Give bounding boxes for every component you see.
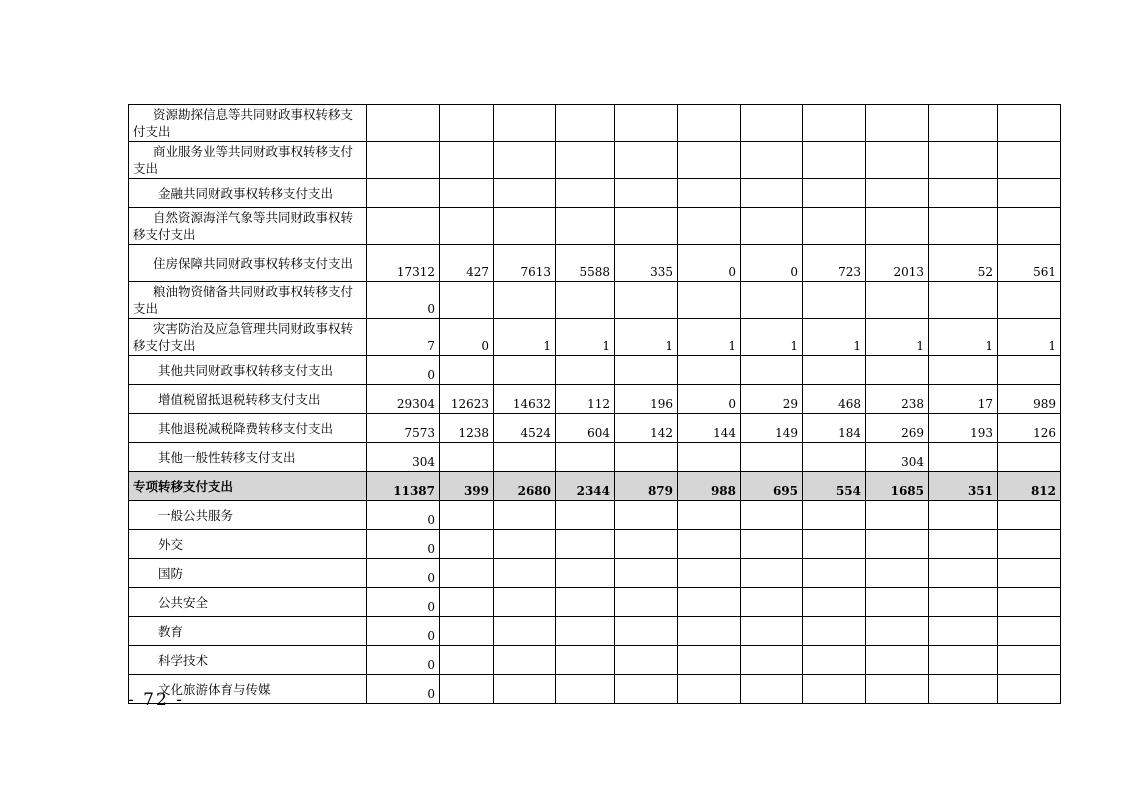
value-cell <box>615 588 678 617</box>
value-cell <box>866 208 929 245</box>
value-cell: 0 <box>678 385 741 414</box>
value-cell <box>741 179 803 208</box>
value-cell <box>741 530 803 559</box>
value-cell <box>929 559 998 588</box>
value-cell: 184 <box>803 414 866 443</box>
value-cell: 604 <box>556 414 615 443</box>
value-cell: 1 <box>866 319 929 356</box>
value-cell: 0 <box>678 245 741 282</box>
value-cell: 1 <box>615 319 678 356</box>
value-cell: 126 <box>998 414 1061 443</box>
value-cell: 695 <box>741 472 803 501</box>
value-cell: 1 <box>929 319 998 356</box>
value-cell: 1 <box>494 319 556 356</box>
value-cell <box>929 282 998 319</box>
value-cell <box>998 588 1061 617</box>
table-body <box>129 105 1061 704</box>
value-cell <box>803 356 866 385</box>
row-label: 金融共同财政事权转移支付支出 <box>158 185 334 201</box>
value-cell: 989 <box>998 385 1061 414</box>
value-cell: 269 <box>866 414 929 443</box>
value-cell: 723 <box>803 245 866 282</box>
value-cell: 2013 <box>866 245 929 282</box>
value-cell: 17 <box>929 385 998 414</box>
value-cell <box>998 179 1061 208</box>
value-cell <box>494 282 556 319</box>
row-label: 其他退税减税降费转移支付支出 <box>158 420 334 436</box>
row-label-cell <box>129 617 367 646</box>
value-cell <box>741 282 803 319</box>
value-cell <box>803 617 866 646</box>
value-cell <box>556 443 615 472</box>
value-cell <box>494 646 556 675</box>
value-cell <box>803 501 866 530</box>
value-cell <box>866 501 929 530</box>
value-cell <box>929 179 998 208</box>
value-cell <box>440 356 494 385</box>
value-cell: 7573 <box>367 414 440 443</box>
row-label-cell <box>129 356 367 385</box>
row-label: 其他共同财政事权转移支付支出 <box>158 362 334 378</box>
value-cell <box>494 501 556 530</box>
value-cell: 351 <box>929 472 998 501</box>
value-cell <box>929 646 998 675</box>
value-cell <box>929 105 998 142</box>
table-row <box>129 179 1061 208</box>
value-cell <box>929 356 998 385</box>
value-cell <box>556 356 615 385</box>
value-cell: 1 <box>556 319 615 356</box>
value-cell <box>678 443 741 472</box>
table-row <box>129 105 1061 142</box>
value-cell <box>929 142 998 179</box>
row-label: 公共安全 <box>158 594 209 610</box>
value-cell <box>615 142 678 179</box>
value-cell <box>803 675 866 704</box>
value-cell <box>615 105 678 142</box>
value-cell <box>494 530 556 559</box>
value-cell <box>998 443 1061 472</box>
value-cell: 0 <box>367 617 440 646</box>
value-cell <box>615 559 678 588</box>
value-cell <box>440 105 494 142</box>
value-cell: 149 <box>741 414 803 443</box>
value-cell <box>741 501 803 530</box>
value-cell <box>741 617 803 646</box>
value-cell <box>998 356 1061 385</box>
value-cell: 11387 <box>367 472 440 501</box>
row-label-cell <box>129 319 367 356</box>
row-label: 灾害防治及应急管理共同财政事权转移支付支出 <box>133 321 354 353</box>
table-row <box>129 617 1061 646</box>
value-cell <box>866 142 929 179</box>
row-label-cell <box>129 443 367 472</box>
table-row <box>129 443 1061 472</box>
row-label: 文化旅游体育与传媒 <box>158 681 271 697</box>
budget-table <box>128 104 1061 704</box>
table-row <box>129 414 1061 443</box>
row-label: 住房保障共同财政事权转移支付支出 <box>153 255 354 271</box>
value-cell <box>556 646 615 675</box>
value-cell <box>615 282 678 319</box>
value-cell <box>494 617 556 646</box>
value-cell: 0 <box>367 588 440 617</box>
value-cell <box>440 646 494 675</box>
value-cell <box>440 208 494 245</box>
value-cell: 12623 <box>440 385 494 414</box>
row-label: 资源勘探信息等共同财政事权转移支付支出 <box>133 107 354 139</box>
row-label: 国防 <box>158 565 184 581</box>
value-cell: 335 <box>615 245 678 282</box>
value-cell: 0 <box>367 282 440 319</box>
value-cell: 0 <box>367 646 440 675</box>
value-cell <box>678 501 741 530</box>
value-cell <box>556 501 615 530</box>
value-cell <box>866 105 929 142</box>
value-cell: 812 <box>998 472 1061 501</box>
value-cell <box>440 675 494 704</box>
value-cell <box>494 443 556 472</box>
value-cell: 196 <box>615 385 678 414</box>
value-cell <box>615 208 678 245</box>
value-cell <box>556 559 615 588</box>
row-label: 商业服务业等共同财政事权转移支付支出 <box>133 144 354 176</box>
value-cell <box>678 356 741 385</box>
value-cell <box>440 530 494 559</box>
value-cell <box>367 208 440 245</box>
value-cell: 988 <box>678 472 741 501</box>
value-cell: 4524 <box>494 414 556 443</box>
value-cell <box>929 530 998 559</box>
row-label: 专项转移支付支出 <box>133 478 234 494</box>
row-label-cell <box>129 646 367 675</box>
value-cell <box>556 208 615 245</box>
value-cell <box>440 588 494 617</box>
row-label: 粮油物资储备共同财政事权转移支付支出 <box>133 284 354 316</box>
value-cell <box>556 282 615 319</box>
value-cell <box>998 501 1061 530</box>
value-cell <box>494 208 556 245</box>
value-cell: 142 <box>615 414 678 443</box>
value-cell <box>678 559 741 588</box>
value-cell <box>615 675 678 704</box>
value-cell <box>929 588 998 617</box>
value-cell <box>556 617 615 646</box>
value-cell: 52 <box>929 245 998 282</box>
value-cell <box>556 179 615 208</box>
value-cell: 7613 <box>494 245 556 282</box>
value-cell: 1 <box>803 319 866 356</box>
value-cell: 29 <box>741 385 803 414</box>
value-cell <box>556 142 615 179</box>
row-label-cell <box>129 501 367 530</box>
row-label-cell <box>129 245 367 282</box>
table-row <box>129 356 1061 385</box>
value-cell <box>998 559 1061 588</box>
value-cell: 7 <box>367 319 440 356</box>
value-cell <box>678 282 741 319</box>
value-cell <box>615 179 678 208</box>
value-cell: 0 <box>741 245 803 282</box>
value-cell <box>866 588 929 617</box>
value-cell <box>678 588 741 617</box>
value-cell: 427 <box>440 245 494 282</box>
value-cell <box>929 501 998 530</box>
value-cell <box>494 142 556 179</box>
row-label: 教育 <box>158 623 184 639</box>
row-label: 外交 <box>158 536 184 552</box>
row-label-cell <box>129 530 367 559</box>
value-cell <box>440 501 494 530</box>
value-cell <box>494 356 556 385</box>
value-cell <box>866 530 929 559</box>
value-cell: 304 <box>866 443 929 472</box>
value-cell <box>803 282 866 319</box>
value-cell <box>998 105 1061 142</box>
row-label-cell <box>129 282 367 319</box>
row-label-cell <box>129 179 367 208</box>
table-row <box>129 282 1061 319</box>
row-label-cell <box>129 208 367 245</box>
value-cell <box>440 443 494 472</box>
value-cell: 1238 <box>440 414 494 443</box>
value-cell <box>998 142 1061 179</box>
value-cell: 554 <box>803 472 866 501</box>
value-cell <box>615 443 678 472</box>
row-label: 其他一般性转移支付支出 <box>158 449 296 465</box>
value-cell: 5588 <box>556 245 615 282</box>
value-cell <box>741 646 803 675</box>
row-label: 一般公共服务 <box>158 507 234 523</box>
value-cell <box>494 675 556 704</box>
row-label: 科学技术 <box>158 652 209 668</box>
value-cell <box>615 356 678 385</box>
value-cell <box>803 646 866 675</box>
value-cell: 0 <box>367 530 440 559</box>
value-cell <box>866 617 929 646</box>
value-cell <box>494 559 556 588</box>
value-cell <box>615 530 678 559</box>
value-cell <box>866 646 929 675</box>
value-cell: 2344 <box>556 472 615 501</box>
value-cell <box>866 675 929 704</box>
table-row <box>129 588 1061 617</box>
value-cell: 112 <box>556 385 615 414</box>
value-cell <box>678 675 741 704</box>
value-cell <box>678 105 741 142</box>
row-label-cell <box>129 414 367 443</box>
value-cell <box>440 282 494 319</box>
value-cell: 29304 <box>367 385 440 414</box>
table-row <box>129 245 1061 282</box>
value-cell: 0 <box>367 356 440 385</box>
value-cell <box>367 179 440 208</box>
value-cell <box>678 646 741 675</box>
value-cell <box>866 179 929 208</box>
row-label: 增值税留抵退税转移支付支出 <box>158 391 321 407</box>
value-cell: 193 <box>929 414 998 443</box>
value-cell <box>741 105 803 142</box>
table-row <box>129 675 1061 704</box>
value-cell <box>494 588 556 617</box>
value-cell <box>494 105 556 142</box>
value-cell: 399 <box>440 472 494 501</box>
value-cell <box>998 675 1061 704</box>
value-cell <box>494 179 556 208</box>
row-label-cell <box>129 588 367 617</box>
row-label-cell <box>129 472 367 501</box>
table-row <box>129 208 1061 245</box>
value-cell <box>678 179 741 208</box>
value-cell <box>741 675 803 704</box>
value-cell: 0 <box>367 501 440 530</box>
row-label-cell <box>129 559 367 588</box>
value-cell <box>998 617 1061 646</box>
value-cell <box>866 356 929 385</box>
value-cell <box>998 530 1061 559</box>
value-cell <box>615 501 678 530</box>
value-cell <box>803 559 866 588</box>
value-cell: 17312 <box>367 245 440 282</box>
value-cell <box>556 588 615 617</box>
value-cell <box>615 617 678 646</box>
value-cell <box>741 588 803 617</box>
table-row <box>129 501 1061 530</box>
value-cell <box>803 530 866 559</box>
value-cell <box>556 105 615 142</box>
value-cell <box>929 617 998 646</box>
value-cell: 0 <box>367 559 440 588</box>
table-row <box>129 142 1061 179</box>
row-label-cell <box>129 142 367 179</box>
value-cell <box>678 142 741 179</box>
row-label: 自然资源海洋气象等共同财政事权转移支付支出 <box>133 210 354 242</box>
value-cell <box>678 208 741 245</box>
value-cell: 1685 <box>866 472 929 501</box>
value-cell <box>803 588 866 617</box>
value-cell <box>929 208 998 245</box>
value-cell <box>929 443 998 472</box>
value-cell: 238 <box>866 385 929 414</box>
page-number: - 72 - <box>128 690 184 710</box>
value-cell <box>678 617 741 646</box>
value-cell: 14632 <box>494 385 556 414</box>
table-row <box>129 646 1061 675</box>
value-cell: 144 <box>678 414 741 443</box>
value-cell <box>367 105 440 142</box>
value-cell <box>440 559 494 588</box>
row-label-cell <box>129 105 367 142</box>
value-cell <box>866 559 929 588</box>
value-cell <box>803 105 866 142</box>
value-cell <box>741 142 803 179</box>
value-cell: 468 <box>803 385 866 414</box>
value-cell <box>803 142 866 179</box>
value-cell: 879 <box>615 472 678 501</box>
table-row <box>129 559 1061 588</box>
table-row <box>129 319 1061 356</box>
value-cell <box>556 675 615 704</box>
value-cell: 304 <box>367 443 440 472</box>
value-cell: 2680 <box>494 472 556 501</box>
value-cell <box>615 646 678 675</box>
value-cell <box>741 356 803 385</box>
value-cell <box>367 142 440 179</box>
value-cell <box>741 208 803 245</box>
value-cell <box>741 559 803 588</box>
value-cell <box>803 179 866 208</box>
value-cell <box>866 282 929 319</box>
value-cell <box>678 530 741 559</box>
value-cell: 0 <box>440 319 494 356</box>
value-cell <box>998 646 1061 675</box>
value-cell: 1 <box>678 319 741 356</box>
value-cell: 561 <box>998 245 1061 282</box>
value-cell <box>803 443 866 472</box>
value-cell <box>440 617 494 646</box>
value-cell: 0 <box>367 675 440 704</box>
value-cell <box>440 179 494 208</box>
value-cell <box>929 675 998 704</box>
table-section-header-row <box>129 472 1061 501</box>
value-cell <box>440 142 494 179</box>
value-cell <box>998 282 1061 319</box>
value-cell: 1 <box>998 319 1061 356</box>
value-cell: 1 <box>741 319 803 356</box>
value-cell <box>803 208 866 245</box>
table-row <box>129 530 1061 559</box>
row-label-cell <box>129 385 367 414</box>
value-cell <box>741 443 803 472</box>
value-cell <box>998 208 1061 245</box>
table-row <box>129 385 1061 414</box>
value-cell <box>556 530 615 559</box>
